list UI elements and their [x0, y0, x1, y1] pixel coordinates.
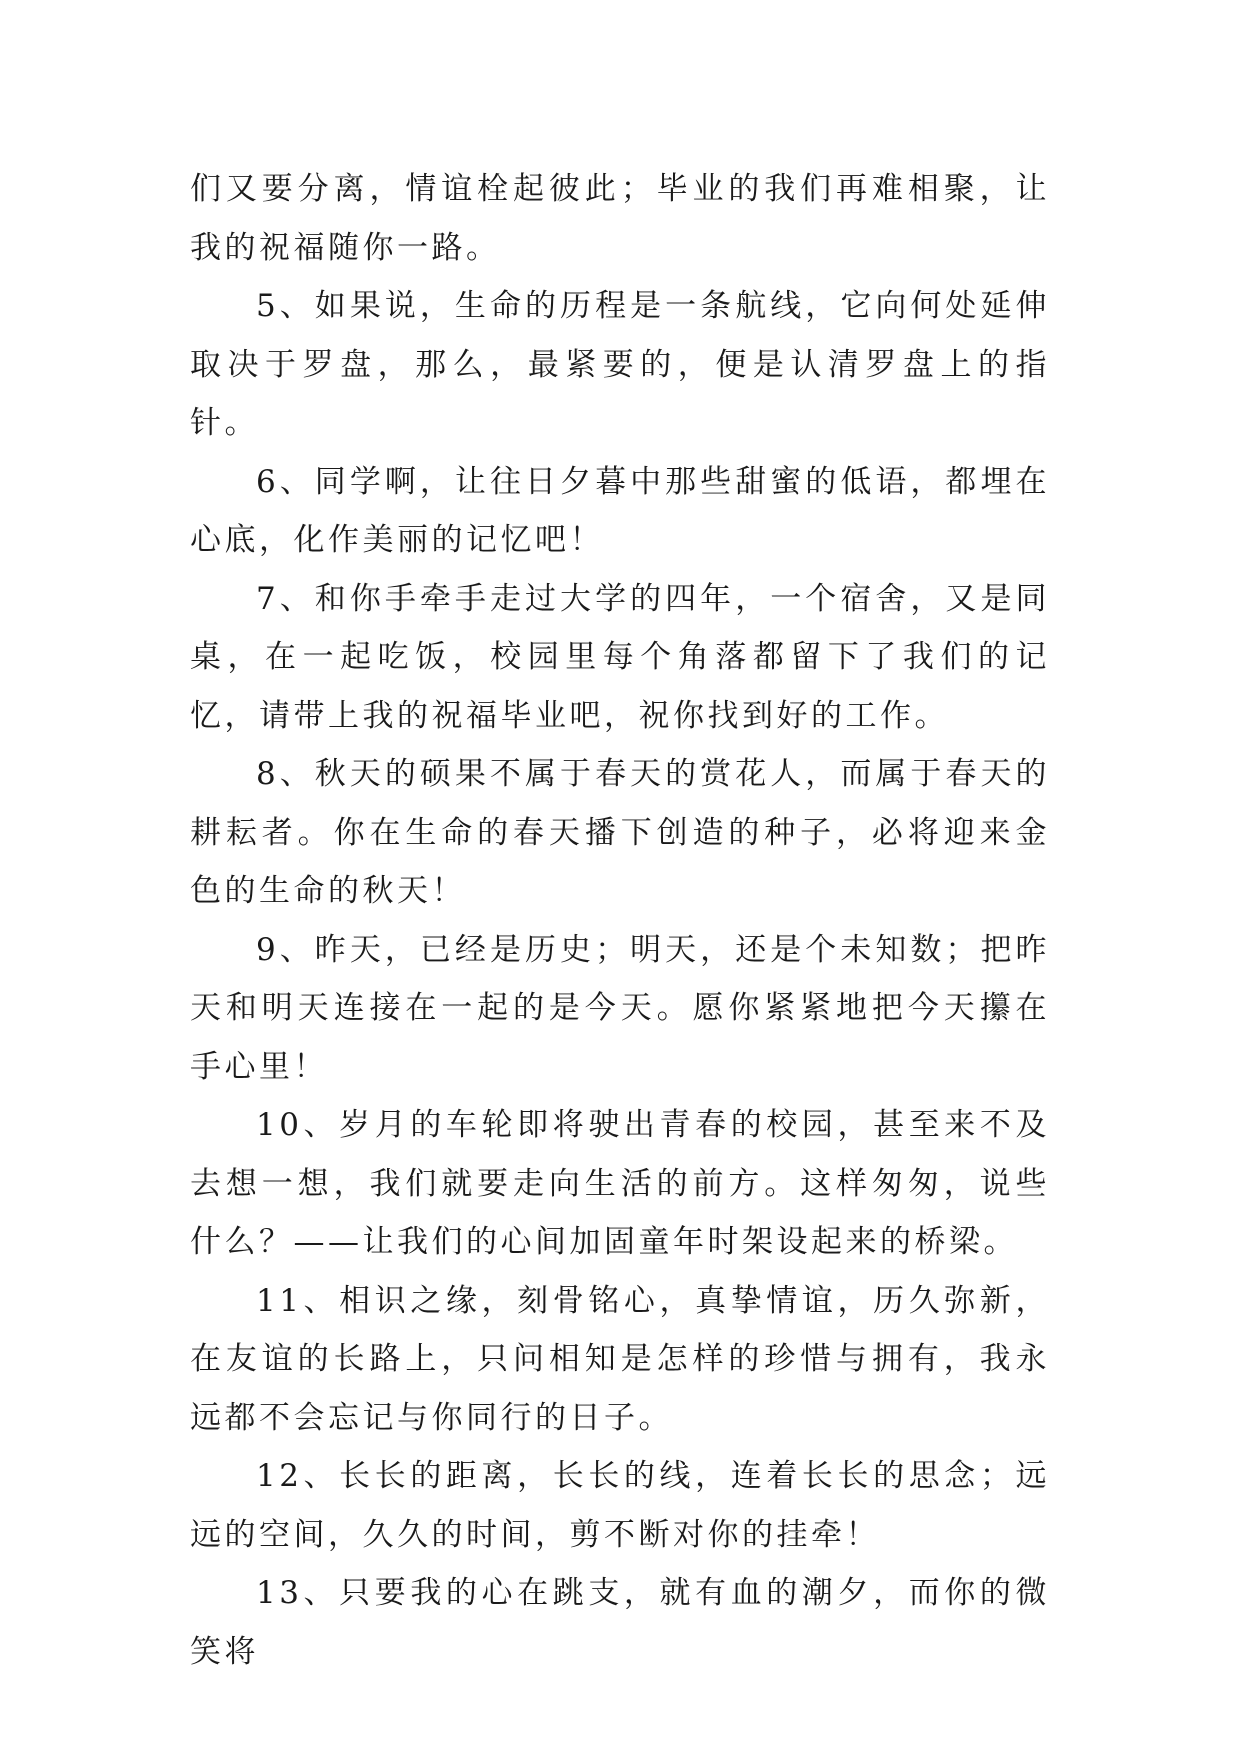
- paragraph-item-7: 7、和你手牵手走过大学的四年，一个宿舍，又是同桌，在一起吃饭，校园里每个角落都留下了我们的记忆，请带上我的祝福毕业吧，祝你找到好的工作。: [190, 580, 1050, 734]
- paragraph-continuation: 们又要分离，情谊栓起彼此；毕业的我们再难相聚，让我的祝福随你一路。: [190, 171, 1050, 266]
- paragraph-item-6: 6、同学啊，让往日夕暮中那些甜蜜的低语，都埋在心底，化作美丽的记忆吧！: [190, 463, 1050, 558]
- paragraph-item-8: 8、秋天的硕果不属于春天的赏花人，而属于春天的耕耘者。你在生命的春天播下创造的种子，必将迎来金色的生命的秋天！: [190, 756, 1050, 909]
- paragraph-item-9: 9、昨天，已经是历史；明天，还是个未知数；把昨天和明天连接在一起的是今天。愿你紧紧地把今天攥在手心里！: [190, 931, 1050, 1085]
- paragraph-item-12: 12、长长的距离，长长的线，连着长长的思念；远远的空间，久久的时间，剪不断对你的挂牵！: [190, 1458, 1050, 1553]
- paragraph-item-11: 11、相识之缘，刻骨铭心，真挚情谊，历久弥新，在友谊的长路上，只问相知是怎样的珍惜与拥有，我永远都不会忘记与你同行的日子。: [190, 1282, 1050, 1436]
- paragraph-item-5: 5、如果说，生命的历程是一条航线，它向何处延伸取决于罗盘，那么，最紧要的，便是认清罗盘上的指针。: [190, 288, 1050, 441]
- document-body: [190, 160, 1050, 1681]
- paragraph-item-13: 13、只要我的心在跳支，就有血的潮夕，而你的微笑将: [190, 1575, 1050, 1670]
- paragraph-item-10: 10、岁月的车轮即将驶出青春的校园，甚至来不及去想一想，我们就要走向生活的前方。这样匆匆，说些什么？——让我们的心间加固童年时架设起来的桥梁。: [190, 1107, 1050, 1260]
